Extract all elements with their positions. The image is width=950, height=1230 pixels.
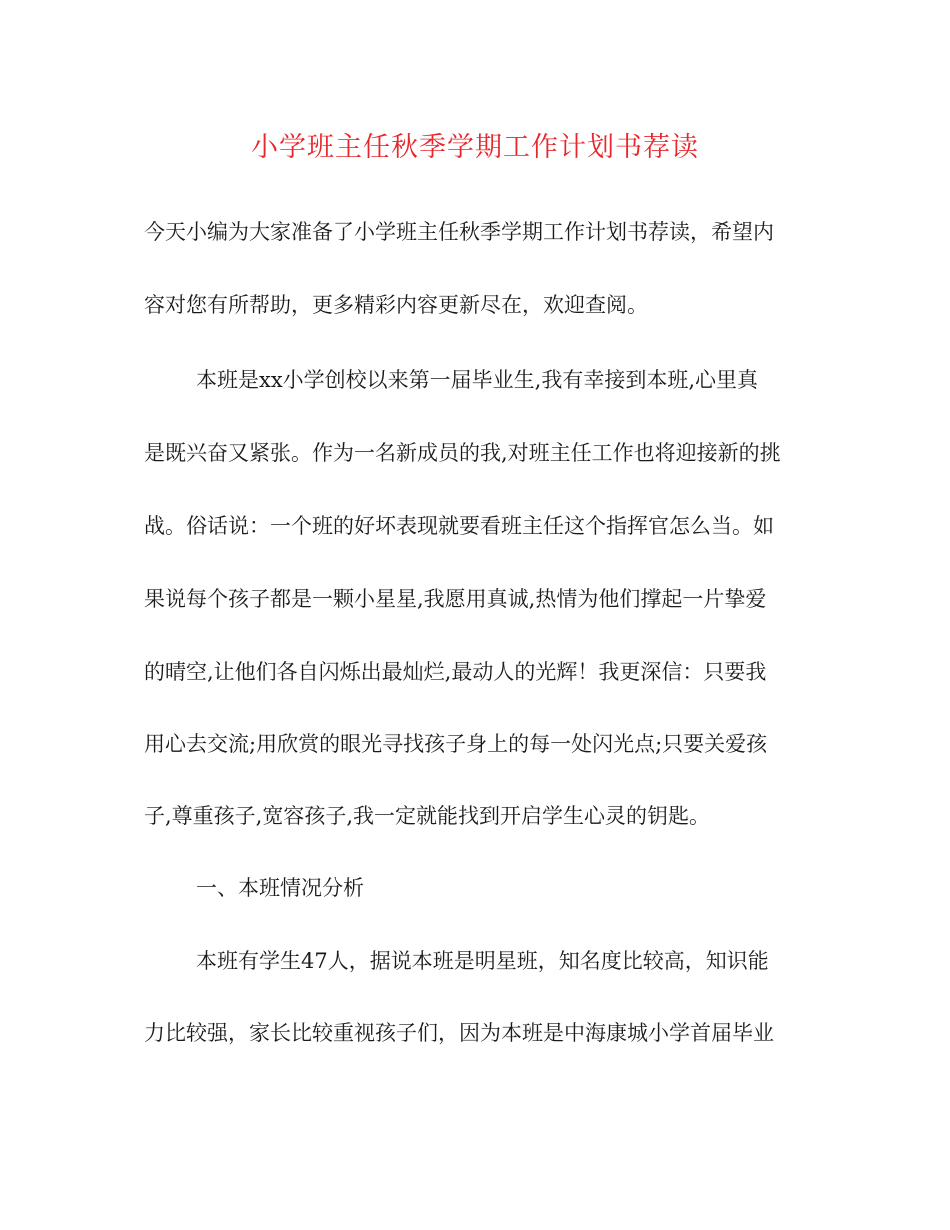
text-line: 是既兴奋又紧张。作为一名新成员的我,对班主任工作也将迎接新的挑 — [144, 441, 781, 465]
text-line: 果说每个孩子都是一颗小星星,我愿用真诚,热情为他们撑起一片挚爱 — [144, 587, 767, 611]
text-line: 的晴空,让他们各自闪烁出最灿烂,最动人的光辉！我更深信：只要我 — [144, 660, 767, 684]
text-line: 用心去交流;用欣赏的眼光寻找孩子身上的每一处闪光点;只要关爱孩 — [144, 732, 768, 756]
text-line: 本班有学生47人，据说本班是明星班，知名度比较高，知识能 — [196, 949, 769, 973]
document-title: 小学班主任秋季学期工作计划书荐读 — [251, 132, 699, 163]
text-line: 战。俗话说：一个班的好坏表现就要看班主任这个指挥官怎么当。如 — [144, 514, 774, 538]
text-line: 力比较强，家长比较重视孩子们，因为本班是中海康城小学首届毕业 — [144, 1021, 774, 1045]
text-line: 本班是xx小学创校以来第一届毕业生,我有幸接到本班,心里真 — [196, 368, 759, 392]
text-line: 子,尊重孩子,宽容孩子,我一定就能找到开启学生心灵的钥匙。 — [144, 804, 711, 828]
text-line: 今天小编为大家准备了小学班主任秋季学期工作计划书荐读，希望内 — [144, 220, 774, 244]
text-line: 容对您有所帮助，更多精彩内容更新尽在，欢迎查阅。 — [144, 293, 648, 317]
section-heading: 一、本班情况分析 — [196, 876, 364, 900]
